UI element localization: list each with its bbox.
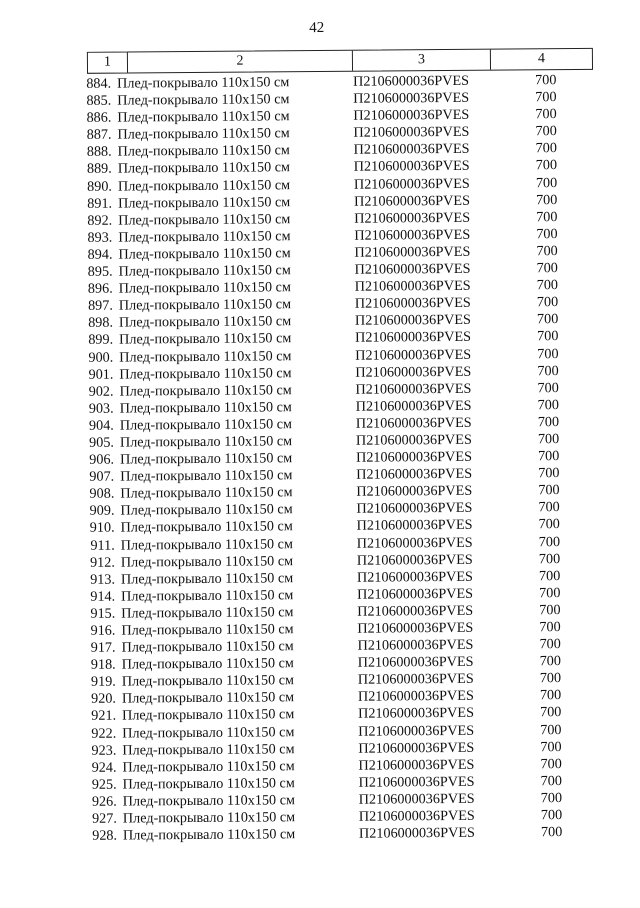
item-quantity: 700 bbox=[537, 345, 559, 362]
item-code: П2106000036PVES bbox=[355, 431, 472, 449]
item-code: П2106000036PVES bbox=[356, 517, 473, 535]
item-code: П2106000036PVES bbox=[353, 175, 470, 193]
row-number: 902. bbox=[88, 383, 114, 400]
item-code: П2106000036PVES bbox=[354, 226, 471, 244]
item-code: П2106000036PVES bbox=[357, 585, 474, 603]
item-name: Плед-покрывало 110х150 см bbox=[117, 74, 290, 92]
item-code: П2106000036PVES bbox=[358, 807, 475, 825]
item-name: Плед-покрывало 110х150 см bbox=[119, 399, 292, 417]
item-code: П2106000036PVES bbox=[354, 243, 471, 261]
row-number: 914. bbox=[90, 588, 116, 605]
item-name: Плед-покрывало 110х150 см bbox=[118, 262, 291, 280]
table-header bbox=[87, 48, 593, 74]
item-name: Плед-покрывало 110х150 см bbox=[120, 552, 294, 571]
item-quantity: 700 bbox=[539, 584, 561, 602]
item-quantity: 700 bbox=[537, 396, 559, 414]
table-body bbox=[77, 72, 603, 845]
item-code: П2106000036PVES bbox=[356, 465, 473, 483]
item-quantity: 700 bbox=[536, 243, 558, 260]
row-number: 916. bbox=[90, 622, 116, 639]
item-code: П2106000036PVES bbox=[354, 260, 471, 278]
item-code: П2106000036PVES bbox=[354, 209, 471, 227]
item-quantity: 700 bbox=[536, 277, 559, 294]
row-number: 905. bbox=[89, 434, 114, 451]
item-name: Плед-покрывало 110х150 см bbox=[118, 313, 292, 331]
row-number: 886. bbox=[86, 109, 112, 127]
item-quantity: 700 bbox=[535, 174, 558, 191]
item-name: Плед-покрывало 110х150 см bbox=[120, 484, 293, 502]
item-quantity: 700 bbox=[536, 260, 558, 277]
row-number: 889. bbox=[86, 161, 112, 178]
item-name: Плед-покрывало 110х150 см bbox=[121, 604, 294, 622]
item-code: П2106000036PVES bbox=[356, 500, 473, 518]
item-quantity: 700 bbox=[536, 294, 559, 311]
table-row bbox=[83, 824, 603, 845]
item-quantity: 700 bbox=[535, 106, 557, 123]
item-quantity: 700 bbox=[538, 499, 560, 516]
item-code: П2106000036PVES bbox=[357, 688, 474, 706]
row-number: 915. bbox=[90, 605, 116, 622]
item-code: П2106000036PVES bbox=[358, 739, 475, 757]
item-code: П2106000036PVES bbox=[356, 534, 473, 552]
row-number: 920. bbox=[91, 690, 117, 708]
item-code: П2106000036PVES bbox=[358, 824, 475, 842]
item-code: П2106000036PVES bbox=[353, 124, 470, 142]
item-name: Плед-покрывало 110х150 см bbox=[118, 210, 291, 229]
item-name: Плед-покрывало 110х150 см bbox=[121, 689, 295, 707]
item-code: П2106000036PVES bbox=[358, 705, 475, 723]
item-quantity: 700 bbox=[538, 550, 561, 567]
item-quantity: 700 bbox=[538, 465, 560, 482]
item-code: П2106000036PVES bbox=[357, 619, 474, 637]
item-name: Плед-покрывало 110х150 см bbox=[122, 809, 296, 827]
item-quantity: 700 bbox=[540, 790, 563, 807]
item-code: П2106000036PVES bbox=[355, 363, 472, 381]
item-code: П2106000036PVES bbox=[353, 107, 470, 124]
item-code: П2106000036PVES bbox=[358, 773, 475, 791]
row-number: 926. bbox=[91, 793, 117, 810]
item-name: Плед-покрывало 110х150 см bbox=[121, 672, 295, 690]
item-name: Плед-покрывало 110х150 см bbox=[119, 433, 293, 451]
item-name: Плед-покрывало 110х150 см bbox=[117, 176, 291, 195]
item-name: Плед-покрывало 110х150 см bbox=[122, 723, 295, 742]
row-number: 903. bbox=[88, 400, 114, 417]
item-quantity: 700 bbox=[537, 413, 560, 431]
row-number: 907. bbox=[89, 468, 115, 485]
item-code: П2106000036PVES bbox=[354, 312, 471, 330]
row-number: 909. bbox=[89, 502, 115, 520]
item-quantity: 700 bbox=[537, 379, 559, 396]
row-number: 912. bbox=[89, 554, 115, 571]
item-quantity: 700 bbox=[536, 208, 558, 226]
row-number: 891. bbox=[87, 195, 113, 212]
row-number: 885. bbox=[86, 92, 112, 109]
item-name: Плед-покрывало 110х150 см bbox=[121, 621, 294, 639]
item-name: Плед-покрывало 110х150 см bbox=[117, 159, 291, 178]
item-name: Плед-покрывало 110х150 см bbox=[118, 279, 291, 297]
row-number: 887. bbox=[86, 126, 112, 144]
item-name: Плед-покрывало 110х150 см bbox=[120, 501, 293, 519]
item-code: П2106000036PVES bbox=[358, 722, 475, 740]
item-name: Плед-покрывало 110х150 см bbox=[122, 706, 295, 725]
item-name: Плед-покрывало 110х150 см bbox=[121, 587, 294, 605]
row-number: 897. bbox=[87, 297, 113, 315]
item-quantity: 700 bbox=[540, 824, 563, 841]
row-number: 927. bbox=[91, 810, 117, 827]
item-code: П2106000036PVES bbox=[355, 448, 473, 466]
item-quantity: 700 bbox=[535, 191, 558, 208]
item-code: П2106000036PVES bbox=[354, 277, 471, 295]
row-number: 918. bbox=[90, 656, 116, 673]
row-number: 898. bbox=[88, 314, 114, 332]
row-number: 892. bbox=[87, 212, 113, 229]
item-quantity: 700 bbox=[540, 704, 562, 721]
item-code: П2106000036PVES bbox=[356, 568, 473, 586]
row-number: 923. bbox=[91, 742, 117, 759]
row-number: 888. bbox=[86, 144, 112, 161]
item-quantity: 700 bbox=[537, 448, 560, 465]
item-quantity: 700 bbox=[535, 157, 558, 174]
item-quantity: 700 bbox=[540, 721, 562, 738]
header-col-1: 1 bbox=[88, 52, 128, 72]
item-name: Плед-покрывало 110х150 см bbox=[121, 655, 294, 673]
item-quantity: 700 bbox=[535, 89, 557, 106]
item-quantity: 700 bbox=[539, 687, 562, 704]
item-quantity: 700 bbox=[538, 516, 560, 533]
item-quantity: 700 bbox=[539, 636, 561, 653]
item-quantity: 700 bbox=[538, 567, 561, 585]
item-name: Плед-покрывало 110х150 см bbox=[118, 245, 291, 263]
row-number: 911. bbox=[90, 537, 115, 554]
item-quantity: 700 bbox=[535, 123, 557, 140]
item-code: П2106000036PVES bbox=[356, 483, 473, 500]
item-name: Плед-покрывало 110х150 см bbox=[117, 108, 290, 126]
item-quantity: 700 bbox=[536, 225, 558, 243]
row-number: 899. bbox=[88, 332, 114, 349]
item-quantity: 700 bbox=[537, 362, 559, 379]
item-quantity: 700 bbox=[536, 311, 559, 328]
item-quantity: 700 bbox=[538, 482, 560, 499]
item-name: Плед-покрывало 110х150 см bbox=[120, 450, 293, 468]
item-name: Плед-покрывало 110х150 см bbox=[117, 193, 291, 212]
item-quantity: 700 bbox=[540, 755, 562, 773]
item-code: П2106000036PVES bbox=[355, 414, 472, 432]
item-code: П2106000036PVES bbox=[356, 551, 473, 569]
row-number: 925. bbox=[91, 776, 117, 793]
item-code: П2106000036PVES bbox=[358, 756, 475, 774]
row-number: 893. bbox=[87, 229, 113, 246]
row-number: 906. bbox=[89, 451, 115, 468]
item-name: Плед-покрывало 110х150 см bbox=[119, 364, 292, 383]
item-code: П2106000036PVES bbox=[353, 158, 470, 176]
header-col-4: 4 bbox=[537, 51, 545, 67]
page-number: 42 bbox=[309, 19, 325, 37]
item-code: П2106000036PVES bbox=[353, 72, 470, 90]
item-code: П2106000036PVES bbox=[355, 397, 472, 415]
item-name: Плед-покрывало 110х150 см bbox=[118, 228, 291, 246]
item-quantity: 700 bbox=[537, 431, 560, 448]
item-quantity: 700 bbox=[535, 140, 557, 157]
item-code: П2106000036PVES bbox=[357, 602, 474, 620]
item-code: П2106000036PVES bbox=[357, 653, 474, 671]
item-quantity: 700 bbox=[540, 738, 562, 755]
item-quantity: 700 bbox=[539, 602, 561, 619]
row-number: 901. bbox=[88, 366, 114, 383]
item-quantity: 700 bbox=[539, 670, 562, 687]
header-col-3: 3 bbox=[353, 50, 491, 71]
item-code: П2106000036PVES bbox=[355, 329, 472, 347]
item-quantity: 700 bbox=[540, 807, 563, 824]
item-name: Плед-покрывало 110х150 см bbox=[117, 142, 290, 160]
row-number: 896. bbox=[87, 280, 113, 297]
row-number: 908. bbox=[89, 485, 115, 503]
item-quantity: 700 bbox=[540, 772, 562, 790]
item-name: Плед-покрывало 110х150 см bbox=[119, 347, 292, 366]
item-quantity: 700 bbox=[537, 328, 559, 345]
row-number: 917. bbox=[90, 639, 116, 656]
item-name: Плед-покрывало 110х150 см bbox=[117, 125, 290, 143]
item-name: Плед-покрывало 110х150 см bbox=[122, 740, 295, 759]
item-name: Плед-покрывало 110х150 см bbox=[119, 330, 292, 348]
item-name: Плед-покрывало 110х150 см bbox=[120, 535, 294, 554]
row-number: 910. bbox=[89, 520, 115, 537]
item-code: П2106000036PVES bbox=[353, 141, 470, 159]
item-code: П2106000036PVES bbox=[353, 192, 470, 210]
item-code: П2106000036PVES bbox=[353, 89, 470, 107]
item-name: Плед-покрывало 110х150 см bbox=[122, 775, 295, 793]
item-quantity: 700 bbox=[538, 533, 561, 550]
item-name: Плед-покрывало 110х150 см bbox=[122, 792, 296, 810]
item-code: П2106000036PVES bbox=[358, 790, 475, 808]
row-number: 890. bbox=[87, 178, 112, 195]
row-number: 919. bbox=[90, 673, 116, 691]
row-number: 884. bbox=[86, 75, 112, 92]
header-col-2: 2 bbox=[128, 51, 353, 73]
row-number: 924. bbox=[91, 759, 117, 776]
item-code: П2106000036PVES bbox=[357, 671, 474, 688]
row-number: 900. bbox=[88, 349, 114, 366]
row-number: 913. bbox=[90, 571, 116, 588]
item-name: Плед-покрывало 110х150 см bbox=[119, 416, 293, 434]
item-name: Плед-покрывало 110х150 см bbox=[118, 296, 292, 314]
item-name: Плед-покрывало 110х150 см bbox=[117, 91, 290, 109]
item-quantity: 700 bbox=[535, 72, 557, 89]
item-name: Плед-покрывало 110х150 см bbox=[120, 467, 293, 485]
row-number: 895. bbox=[87, 263, 113, 280]
item-quantity: 700 bbox=[539, 619, 561, 636]
item-code: П2106000036PVES bbox=[354, 295, 471, 312]
item-name: Плед-покрывало 110х150 см bbox=[119, 381, 292, 400]
item-name: Плед-покрывало 110х150 см bbox=[121, 638, 294, 656]
item-code: П2106000036PVES bbox=[355, 346, 472, 364]
row-number: 894. bbox=[87, 246, 113, 263]
row-number: 904. bbox=[88, 417, 114, 434]
item-name: Плед-покрывало 110х150 см bbox=[122, 757, 295, 776]
row-number: 922. bbox=[91, 725, 117, 742]
item-code: П2106000036PVES bbox=[357, 636, 474, 654]
row-number: 928. bbox=[92, 827, 118, 844]
row-number: 921. bbox=[91, 708, 117, 725]
item-name: Плед-покрывало 110х150 см bbox=[122, 826, 296, 844]
item-name: Плед-покрывало 110х150 см bbox=[120, 518, 293, 537]
item-name: Плед-покрывало 110х150 см bbox=[120, 569, 294, 588]
item-code: П2106000036PVES bbox=[355, 380, 472, 398]
item-quantity: 700 bbox=[539, 653, 562, 670]
